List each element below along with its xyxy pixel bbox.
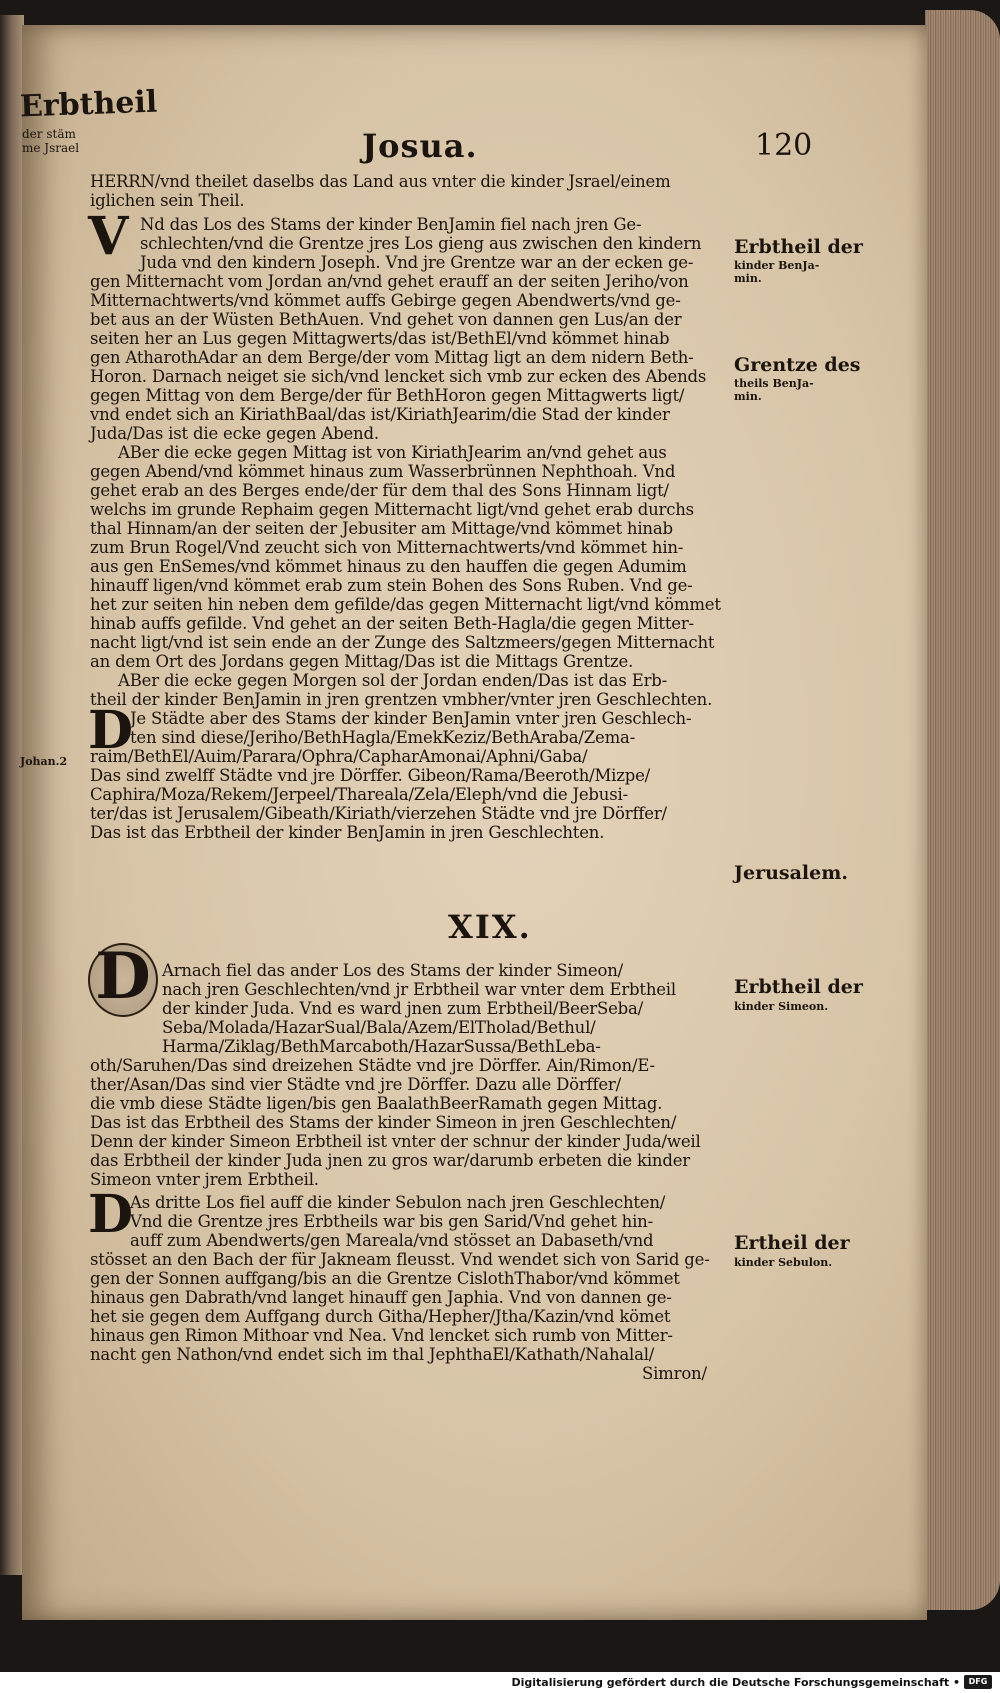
text-line: nacht gen Nathon/vnd endet sich im thal JephthaEl/Kathath/Nahalal/ xyxy=(90,1345,655,1364)
text-line: gen der Sonnen auffgang/bis an die Grentze CislothThabor/vnd kömmet xyxy=(90,1269,680,1288)
text-line: hinab auffs gefilde. Vnd gehet an der seiten Beth-Hagla/die gegen Mitter- xyxy=(90,614,694,633)
margin-note-sub: kinder Sebulon. xyxy=(734,1256,833,1269)
margin-note-heading: Erbtheil der xyxy=(734,976,863,998)
text-line: Das sind zwelff Städte vnd jre Dörffer. Gibeon/Rama/Beeroth/Mizpe/ xyxy=(90,766,651,785)
text-line: schlechten/vnd die Grentze jres Los gieng aus zwischen den kindern xyxy=(140,234,702,253)
text-line: Horon. Darnach neiget sie sich/vnd lencket sich vmb zur ecken des Abends xyxy=(90,367,707,386)
text-line: aus gen EnSemes/vnd kömmet hinaus zu den hauffen die gegen Adumim xyxy=(90,557,687,576)
text-line: Simeon vnter jrem Erbtheil. xyxy=(90,1170,319,1189)
text-line: Harma/Ziklag/BethMarcaboth/HazarSussa/BethLeba- xyxy=(162,1037,601,1056)
margin-note-heading: Ertheil der xyxy=(734,1232,850,1254)
text-line: ten sind diese/Jeriho/BethHagla/EmekKeziz/BethAraba/Zema- xyxy=(130,728,636,747)
text-line: Simron/ xyxy=(642,1364,707,1383)
text-line: gegen Abend/vnd kömmet hinaus zum Wasserbrünnen Nephthoah. Vnd xyxy=(90,462,676,481)
running-head-left: Erbtheil xyxy=(19,84,158,125)
text-line: Das ist das Erbtheil des Stams der kinder Simeon in jren Geschlechten/ xyxy=(90,1113,677,1132)
text-line: nacht ligt/vnd ist sein ende an der Zunge des Saltzmeers/gegen Mitternacht xyxy=(90,633,715,652)
page-title: Josua. xyxy=(362,127,478,165)
text-line: HERRN/vnd theilet daselbs das Land aus vnter die kinder Jsrael/einem xyxy=(90,172,671,191)
chapter-numeral: XIX. xyxy=(448,908,532,946)
text-line: raim/BethEl/Auim/Parara/Ophra/CapharAmonai/Aphni/Gaba/ xyxy=(90,747,588,766)
funding-notice: Digitalisierung gefördert durch die Deutsche Forschungsgemeinschaft • xyxy=(511,1676,960,1689)
text-line: Arnach fiel das ander Los des Stams der kinder Simeon/ xyxy=(162,961,623,980)
text-line: Das ist das Erbtheil der kinder BenJamin in jren Geschlechten. xyxy=(90,823,605,842)
text-line: Je Städte aber des Stams der kinder BenJamin vnter jren Geschlech- xyxy=(130,709,692,728)
text-line: Denn der kinder Simeon Erbtheil ist vnter der schnur der kinder Juda/weil xyxy=(90,1132,701,1151)
text-line: gen AtharothAdar an dem Berge/der vom Mittag ligt an dem nidern Beth- xyxy=(90,348,694,367)
text-line: vnd endet sich an KiriathBaal/das ist/KiriathJearim/die Stad der kinder xyxy=(90,405,670,424)
text-line: stösset an den Bach der für Jakneam fleusst. Vnd wendet sich von Sarid ge- xyxy=(90,1250,710,1269)
text-line: thal Hinnam/an der seiten der Jebusiter am Mittage/vnd kömmet hinab xyxy=(90,519,673,538)
text-line: iglichen sein Theil. xyxy=(90,191,245,210)
text-line: welchs im grunde Rephaim gegen Mitternacht ligt/vnd gehet erab durchs xyxy=(90,500,694,519)
text-line: het sie gegen dem Auffgang durch Githa/Hepher/Jtha/Kazin/vnd kömet xyxy=(90,1307,671,1326)
text-line: ter/das ist Jerusalem/Gibeath/Kiriath/vierzehen Städte vnd jre Dörffer/ xyxy=(90,804,667,823)
margin-note-sub: kinder Simeon. xyxy=(734,1000,829,1013)
text-line: an dem Ort des Jordans gegen Mittag/Das ist die Mittags Grentze. xyxy=(90,652,634,671)
margin-note-heading: Erbtheil der xyxy=(734,236,863,258)
text-line: Nd das Los des Stams der kinder BenJamin fiel nach jren Ge- xyxy=(140,215,642,234)
running-head-left-sub: der stäm me Jsrael xyxy=(22,127,80,155)
dfg-logo-icon: DFG xyxy=(964,1675,992,1689)
margin-reference: Johan.2 xyxy=(20,755,68,768)
text-line: hinaus gen Dabrath/vnd langet hinauff gen Japhia. Vnd von dannen ge- xyxy=(90,1288,672,1307)
ornate-drop-cap-d: D xyxy=(88,943,158,1017)
text-line: Juda vnd den kindern Joseph. Vnd jre Grentze war an der ecken ge- xyxy=(140,253,694,272)
text-line: die vmb diese Städte ligen/bis gen BaalathBeerRamath gegen Mittag. xyxy=(90,1094,663,1113)
text-line: ABer die ecke gegen Morgen sol der Jordan enden/Das ist das Erb- xyxy=(118,671,668,690)
drop-cap-d: D xyxy=(88,1184,134,1245)
text-line: As dritte Los fiel auff die kinder Sebulon nach jren Geschlechten/ xyxy=(130,1193,666,1212)
margin-note-heading: Jerusalem. xyxy=(734,862,848,884)
text-line: der kinder Juda. Vnd es ward jnen zum Erbtheil/BeerSeba/ xyxy=(162,999,644,1018)
margin-note-sub: theils BenJa- min. xyxy=(734,377,814,403)
text-line: nach jren Geschlechten/vnd jr Erbtheil war vnter dem Erbtheil xyxy=(162,980,676,999)
drop-cap-d: D xyxy=(88,700,134,761)
text-line: Mitternachtwerts/vnd kömmet auffs Gebirge gegen Abendwerts/vnd ge- xyxy=(90,291,681,310)
text-line: Seba/Molada/HazarSual/Bala/Azem/ElTholad/Bethul/ xyxy=(162,1018,596,1037)
text-line: seiten her an Lus gegen Mittagwerts/das ist/BethEl/vnd kömmet hinab xyxy=(90,329,670,348)
page-number: 120 xyxy=(755,128,813,163)
text-line: das Erbtheil der kinder Juda jnen zu gros war/darumb erbeten die kinder xyxy=(90,1151,690,1170)
text-line: Caphira/Moza/Rekem/Jerpeel/Thareala/Zela/Eleph/vnd die Jebusi- xyxy=(90,785,628,804)
text-line: Juda/Das ist die ecke gegen Abend. xyxy=(90,424,379,443)
text-line: hinaus gen Rimon Mithoar vnd Nea. Vnd lencket sich rumb von Mitter- xyxy=(90,1326,673,1345)
previous-page-edge xyxy=(0,15,24,1575)
text-line: hinauff ligen/vnd kömmet erab zum stein Bohen des Sons Ruben. Vnd ge- xyxy=(90,576,693,595)
book-page xyxy=(19,25,927,1620)
text-line: het zur seiten hin neben dem gefilde/das gegen Mitternacht ligt/vnd kömmet xyxy=(90,595,721,614)
margin-note-heading: Grentze des xyxy=(734,354,861,376)
text-line: ABer die ecke gegen Mittag ist von KiriathJearim an/vnd gehet aus xyxy=(118,443,667,462)
drop-cap-v: V xyxy=(88,206,129,267)
text-line: ther/Asan/Das sind vier Städte vnd jre Dörffer. Dazu alle Dörffer/ xyxy=(90,1075,621,1094)
text-line: gehet erab an des Berges ende/der für dem thal des Sons Hinnam ligt/ xyxy=(90,481,669,500)
text-line: gen Mitternacht vom Jordan an/vnd gehet erauff an der seiten Jeriho/von xyxy=(90,272,689,291)
text-line: auff zum Abendwerts/gen Mareala/vnd stösset an Dabaseth/vnd xyxy=(130,1231,654,1250)
text-line: zum Brun Rogel/Vnd zeucht sich von Mitternachtwerts/vnd kömmet hin- xyxy=(90,538,684,557)
text-line: theil der kinder BenJamin in jren grentzen vmbher/vnter jren Geschlechten. xyxy=(90,690,713,709)
text-line: bet aus an der Wüsten BethAuen. Vnd gehet von dannen gen Lus/an der xyxy=(90,310,682,329)
text-line: gegen Mittag von dem Berge/der für BethHoron gegen Mittagwerts ligt/ xyxy=(90,386,685,405)
margin-note-sub: kinder BenJa- min. xyxy=(734,259,820,285)
footer-bar xyxy=(0,1672,1000,1693)
text-line: oth/Saruhen/Das sind dreizehen Städte vnd jre Dörffer. Ain/Rimon/E- xyxy=(90,1056,655,1075)
text-line: Vnd die Grentze jres Erbtheils war bis gen Sarid/Vnd gehet hin- xyxy=(130,1212,653,1231)
book-page-edges xyxy=(925,10,1000,1610)
